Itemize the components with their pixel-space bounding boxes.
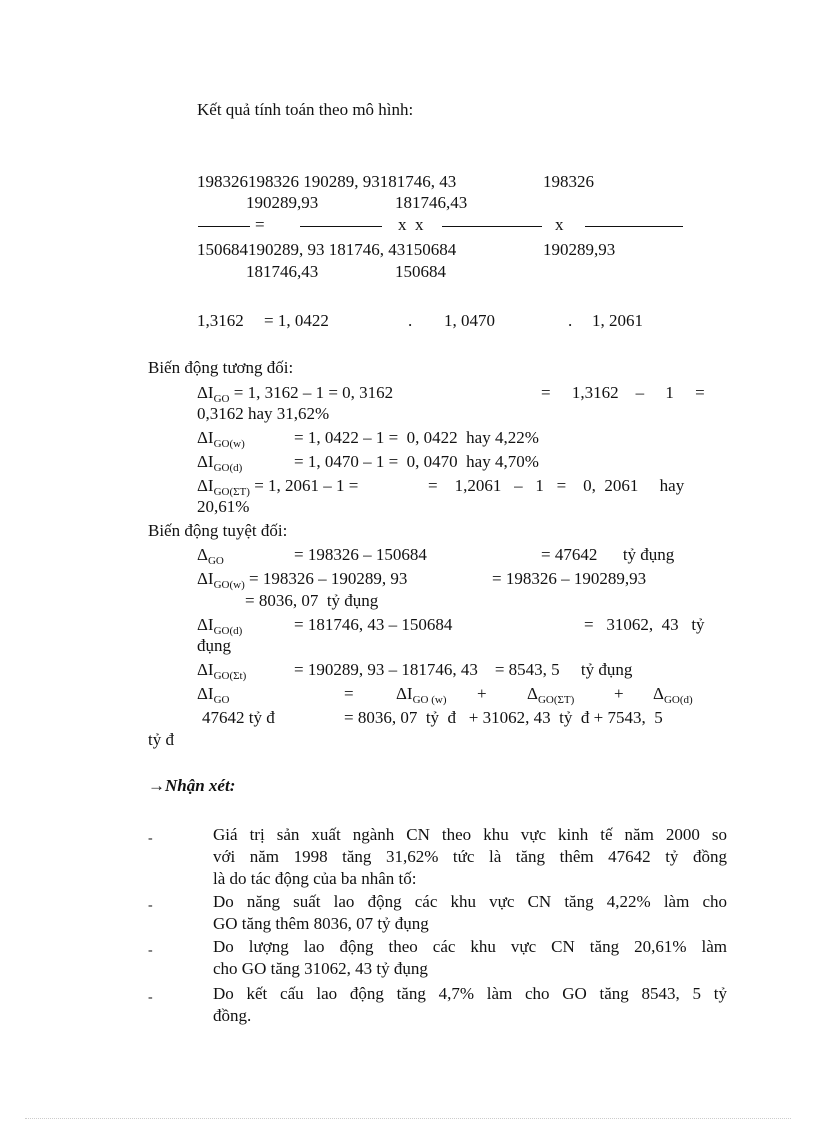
absolute-line-6-eq: = 8036, 07 tỷ đ + 31062, 43 tỷ đ + 7543, 5 xyxy=(344,708,663,727)
subscript: GO xyxy=(213,694,230,706)
remark-title-text: Nhận xét: xyxy=(165,776,236,795)
equation: = 1, 2061 – 1 = xyxy=(249,476,359,495)
formula-denominator-last: 190289,93 xyxy=(543,240,616,259)
relative-title: Biến động tương đối: xyxy=(148,358,294,377)
bullet-dash: - xyxy=(148,990,153,1005)
subscript: GO(ΣT) xyxy=(537,694,575,706)
remark-item-2-line-1: Do năng suất lao động các khu vực CN tăng 4,22% làm cho xyxy=(213,892,727,911)
result-productivity: = 1, 0422 xyxy=(264,311,329,330)
section-heading: Kết quả tính toán theo mô hình: xyxy=(197,100,414,119)
formula-times-double: x x xyxy=(398,215,424,234)
delta-symbol: ΔI xyxy=(197,615,214,634)
equation: = 198326 – 190289, 93 xyxy=(244,569,408,588)
arrow-right-icon: → xyxy=(148,776,165,795)
fraction-bar xyxy=(585,226,683,227)
delta-symbol: Δ xyxy=(197,545,208,564)
delta-symbol: ΔI xyxy=(197,452,214,471)
delta-symbol: Δ xyxy=(653,684,664,703)
subscript: GO(w) xyxy=(213,579,245,591)
remark-title xyxy=(148,776,235,796)
remark-item-1-line-2: với năm 1998 tăng 31,62% tức là tăng thêm 47642 tỷ đồng xyxy=(213,847,727,866)
delta-symbol: ΔI xyxy=(197,383,214,402)
delta-symbol: ΔI xyxy=(197,476,214,495)
bullet-dash: - xyxy=(148,898,153,913)
formula-numerator-sub-1: 190289,93 xyxy=(246,193,319,212)
relative-line-2 xyxy=(197,428,245,448)
subscript: GO(Σt) xyxy=(213,670,247,682)
result-total: 1,3162 xyxy=(197,311,244,330)
formula-times: x xyxy=(555,215,564,234)
absolute-line-1 xyxy=(197,545,224,565)
page-footer-divider xyxy=(25,1118,791,1119)
absolute-line-3-result: = 31062, 43 tỷ xyxy=(584,615,705,634)
absolute-line-6-cont: tỷ đ xyxy=(148,730,174,749)
formula-denominator-sub-1: 181746,43 xyxy=(246,262,319,281)
absolute-line-5-term-3 xyxy=(653,684,693,704)
remark-item-2-line-2: GO tăng thêm 8036, 07 tỷ đụng xyxy=(213,914,429,933)
delta-symbol: ΔI xyxy=(197,428,214,447)
subscript: GO(ΣT) xyxy=(213,486,250,498)
absolute-line-5-plus: + xyxy=(477,684,487,703)
absolute-title: Biến động tuyệt đối: xyxy=(148,521,288,540)
absolute-line-5 xyxy=(197,684,229,704)
formula-equals: = xyxy=(255,215,265,234)
bullet-dash: - xyxy=(148,943,153,958)
relative-line-4-right: = 1,2061 – 1 = 0, 2061 hay xyxy=(428,476,685,495)
absolute-line-5-eq: = xyxy=(344,684,354,703)
absolute-line-2 xyxy=(197,569,407,589)
absolute-line-1-eq: = 198326 – 150684 xyxy=(294,545,427,564)
absolute-line-5-term-1 xyxy=(396,684,447,704)
absolute-line-6: 47642 tỷ đ xyxy=(202,708,275,727)
subscript: GO(d) xyxy=(213,625,243,637)
subscript: GO(d) xyxy=(663,694,693,706)
remark-item-1-line-1: Giá trị sản xuất ngành CN theo khu vực kinh tế năm 2000 so xyxy=(213,825,727,844)
absolute-line-1-result: = 47642 tỷ đụng xyxy=(541,545,675,564)
remark-item-4-line-1: Do kết cấu lao động tăng 4,7% làm cho GO tăng 8543, 5 tỷ xyxy=(213,984,727,1003)
result-labor: 1, 2061 xyxy=(592,311,643,330)
fraction-bar xyxy=(198,226,250,227)
subscript: GO(d) xyxy=(213,462,243,474)
formula-denominator-line: 150684190289, 93 181746, 43150684 xyxy=(197,240,457,259)
absolute-line-4 xyxy=(197,660,246,680)
relative-line-4 xyxy=(197,476,358,496)
relative-line-1-cont: 0,3162 hay 31,62% xyxy=(197,404,330,423)
absolute-line-2-result: = 8036, 07 tỷ đụng xyxy=(245,591,379,610)
absolute-line-2-right: = 198326 – 190289,93 xyxy=(492,569,647,588)
formula-numerator-line: 198326198326 190289, 93181746, 43 xyxy=(197,172,457,191)
formula-numerator-last: 198326 xyxy=(543,172,594,191)
delta-symbol: ΔI xyxy=(197,660,214,679)
subscript: GO(w) xyxy=(213,438,245,450)
delta-symbol: ΔI xyxy=(396,684,413,703)
remark-item-3-line-1: Do lượng lao động theo các khu vực CN tăng 20,61% làm xyxy=(213,937,727,956)
absolute-line-3-cont: đụng xyxy=(197,636,231,655)
relative-line-3 xyxy=(197,452,242,472)
relative-line-1-right: = 1,3162 – 1 = xyxy=(541,383,705,402)
fraction-bar xyxy=(300,226,382,227)
formula-denominator-sub-2: 150684 xyxy=(395,262,446,281)
result-dot: . xyxy=(568,311,573,330)
bullet-dash: - xyxy=(148,831,153,846)
relative-line-2-eq: = 1, 0422 – 1 = 0, 0422 hay 4,22% xyxy=(294,428,539,447)
relative-line-1 xyxy=(197,383,393,403)
delta-symbol: ΔI xyxy=(197,569,214,588)
absolute-line-3 xyxy=(197,615,242,635)
equation: = 1, 3162 – 1 = 0, 3162 xyxy=(229,383,394,402)
relative-line-4-cont: 20,61% xyxy=(197,497,250,516)
delta-symbol: ΔI xyxy=(197,684,214,703)
absolute-line-5-term-2 xyxy=(527,684,574,704)
fraction-bar xyxy=(442,226,542,227)
result-dot: . xyxy=(408,311,413,330)
absolute-line-4-eq: = 190289, 93 – 181746, 43 = 8543, 5 tỷ đụng xyxy=(294,660,633,679)
remark-item-4-line-2: đồng. xyxy=(213,1006,252,1025)
subscript: GO (w) xyxy=(412,694,447,706)
subscript: GO xyxy=(213,393,230,405)
relative-line-3-eq: = 1, 0470 – 1 = 0, 0470 hay 4,70% xyxy=(294,452,539,471)
formula-numerator-sub-2: 181746,43 xyxy=(395,193,468,212)
absolute-line-3-eq: = 181746, 43 – 150684 xyxy=(294,615,453,634)
remark-item-1-line-3: là do tác động của ba nhân tố: xyxy=(213,869,417,888)
delta-symbol: Δ xyxy=(527,684,538,703)
remark-item-3-line-2: cho GO tăng 31062, 43 tỷ đụng xyxy=(213,959,428,978)
absolute-line-5-plus: + xyxy=(614,684,624,703)
subscript: GO xyxy=(207,555,224,567)
result-structure: 1, 0470 xyxy=(444,311,495,330)
